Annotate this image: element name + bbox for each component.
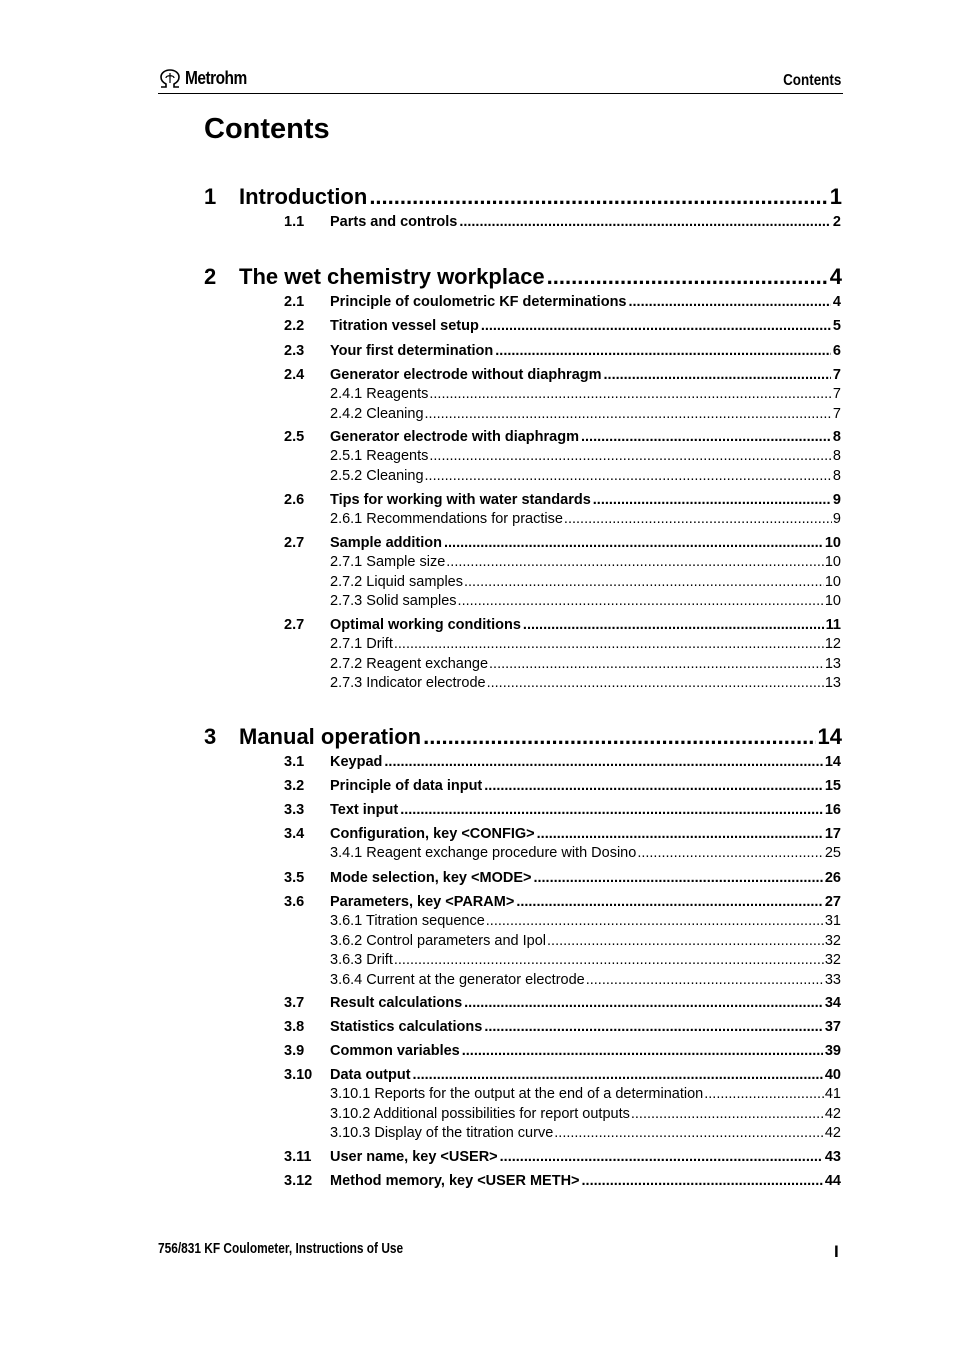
dot-leader	[489, 656, 824, 672]
subsection-page-number: 42	[824, 1125, 841, 1141]
subsection-page-number: 9	[832, 511, 841, 527]
section-page-number: 14	[824, 754, 841, 770]
section-number: 3.8	[284, 1019, 305, 1035]
toc-section-entry[interactable]	[284, 535, 841, 553]
section-number: 2.5	[284, 429, 305, 445]
section-page-number: 39	[824, 1043, 841, 1059]
toc-section-entry[interactable]	[284, 802, 841, 820]
toc-section-entry[interactable]	[284, 995, 841, 1013]
dot-leader	[425, 406, 832, 422]
dot-leader	[554, 1125, 824, 1141]
subsection-page-number: 25	[824, 845, 841, 861]
dot-leader	[586, 972, 824, 988]
dot-leader	[486, 913, 824, 929]
subsection-page-number: 33	[824, 971, 841, 988]
toc-subsection-entry[interactable]	[330, 554, 841, 571]
section-page-number: 15	[824, 778, 841, 794]
subsection-page-number: 13	[824, 655, 841, 672]
subsection-title: 2.7.1 Sample size	[330, 554, 446, 570]
toc-subsection-entry[interactable]	[330, 845, 841, 862]
subsection-title: 3.6.2 Control parameters and Ipol	[330, 932, 547, 949]
toc-section-entry[interactable]	[284, 894, 841, 912]
toc-subsection-entry[interactable]	[330, 933, 841, 950]
subsection-title: 2.6.1 Recommendations for practise	[330, 511, 563, 527]
subsection-title: 2.4.1 Reagents	[330, 386, 429, 402]
section-page-number: 34	[824, 995, 841, 1011]
dot-leader	[500, 1149, 823, 1165]
section-page-number: 6	[832, 343, 841, 359]
subsection-page-number: 7	[832, 386, 841, 402]
section-title: Your first determination	[330, 343, 494, 359]
subsection-title: 2.7.3 Indicator electrode	[330, 675, 486, 691]
dot-leader	[629, 294, 831, 310]
toc-chapter-entry[interactable]	[204, 264, 842, 290]
toc-subsection-entry[interactable]	[330, 675, 841, 692]
dot-leader	[429, 448, 832, 464]
toc-subsection-entry[interactable]	[330, 593, 841, 610]
section-page-number: 43	[824, 1149, 841, 1165]
footer-page-number: I	[834, 1242, 839, 1261]
dot-leader	[516, 894, 823, 910]
dot-leader	[564, 511, 832, 527]
section-title: User name, key <USER>	[330, 1149, 498, 1165]
dot-leader	[582, 1173, 823, 1189]
dot-leader	[413, 1067, 823, 1083]
subsection-title: 3.10.2 Additional possibilities for report outputs	[330, 1105, 630, 1122]
dot-leader	[429, 386, 832, 402]
section-title: Common variables	[330, 1043, 460, 1059]
toc-section-entry[interactable]	[284, 1043, 841, 1061]
section-number: 2.7	[284, 617, 305, 633]
toc-section-entry[interactable]	[284, 492, 841, 510]
dot-leader	[581, 429, 831, 445]
section-page-number: 11	[825, 617, 841, 633]
dot-leader	[400, 802, 823, 818]
dot-leader	[523, 617, 824, 633]
section-number: 3.12	[284, 1173, 313, 1189]
section-title: Optimal working conditions	[330, 617, 521, 633]
brand-logo	[158, 68, 257, 89]
toc-chapter-entry[interactable]	[204, 184, 842, 210]
section-title: Text input	[330, 802, 399, 818]
dot-leader	[369, 184, 827, 210]
dot-leader	[604, 367, 831, 383]
subsection-title: 3.6.4 Current at the generator electrode	[330, 971, 585, 988]
section-page-number: 5	[832, 318, 841, 334]
section-page-number: 44	[824, 1173, 841, 1189]
section-page-number: 37	[824, 1019, 841, 1035]
toc-subsection-entry[interactable]	[330, 1125, 841, 1142]
section-page-number: 10	[824, 535, 841, 551]
section-number: 1.1	[284, 214, 305, 230]
dot-leader	[547, 264, 828, 290]
chapter-title: Introduction	[239, 184, 368, 209]
dot-leader	[464, 574, 824, 590]
section-number: 2.3	[284, 343, 305, 359]
section-number: 3.10	[284, 1067, 313, 1083]
subsection-title: 2.7.3 Solid samples	[330, 593, 457, 609]
section-title: Data output	[330, 1067, 411, 1083]
section-title: Generator electrode with diaphragm	[330, 429, 579, 445]
chapter-number: 1	[204, 184, 217, 209]
section-page-number: 8	[832, 429, 841, 445]
section-title: Keypad	[330, 754, 383, 770]
subsection-page-number: 10	[824, 554, 841, 570]
toc-subsection-entry[interactable]	[330, 574, 841, 591]
toc-section-entry[interactable]	[284, 318, 841, 336]
subsection-page-number: 31	[824, 913, 841, 929]
section-title: Principle of coulometric KF determinations	[330, 294, 627, 310]
subsection-title: 3.10.1 Reports for the output at the end of a determination	[330, 1086, 704, 1102]
section-number: 3.11	[284, 1149, 312, 1165]
section-number: 3.1	[284, 754, 305, 770]
chapter-title: The wet chemistry workplace	[239, 264, 545, 289]
subsection-page-number: 32	[824, 932, 841, 949]
toc-section-entry[interactable]	[284, 870, 841, 888]
subsection-page-number: 13	[824, 675, 841, 691]
section-page-number: 17	[824, 826, 841, 842]
chapter-title: Manual operation	[239, 724, 422, 749]
toc-section-entry[interactable]	[284, 429, 841, 447]
section-page-number: 9	[832, 492, 841, 508]
toc-subsection-entry[interactable]	[330, 1086, 841, 1103]
dot-leader	[533, 870, 822, 886]
toc-section-entry[interactable]	[284, 1019, 841, 1037]
dot-leader	[458, 593, 824, 609]
section-number: 3.9	[284, 1043, 305, 1059]
dot-leader	[484, 778, 823, 794]
dot-leader	[487, 675, 824, 691]
section-number: 3.7	[284, 995, 305, 1011]
section-number: 3.3	[284, 802, 305, 818]
subsection-title: 2.7.2 Reagent exchange	[330, 655, 489, 672]
dot-leader	[444, 535, 823, 551]
dot-leader	[704, 1086, 824, 1102]
toc-section-entry[interactable]	[284, 617, 841, 635]
subsection-page-number: 10	[824, 573, 841, 590]
section-title: Sample addition	[330, 535, 442, 551]
toc-section-entry[interactable]	[284, 214, 841, 232]
section-title: Tips for working with water standards	[330, 492, 591, 508]
toc-section-entry[interactable]	[284, 1173, 841, 1191]
subsection-page-number: 10	[824, 593, 841, 609]
dot-leader	[425, 468, 832, 484]
section-number: 2.6	[284, 492, 305, 508]
toc-chapter-entry[interactable]	[204, 724, 842, 750]
section-title: Result calculations	[330, 995, 463, 1011]
section-page-number: 40	[824, 1067, 841, 1083]
section-title: Principle of data input	[330, 778, 483, 794]
section-page-number: 26	[824, 870, 841, 886]
chapter-number: 2	[204, 264, 217, 289]
subsection-page-number: 7	[832, 405, 841, 422]
dot-leader	[394, 952, 824, 968]
dot-leader	[547, 933, 824, 949]
dot-leader	[459, 214, 831, 230]
dot-leader	[384, 754, 822, 770]
header-section-title: Contents	[782, 72, 841, 89]
dot-leader	[484, 1019, 823, 1035]
section-title: Parameters, key <PARAM>	[330, 894, 515, 910]
toc-subsection-entry[interactable]	[330, 656, 841, 673]
toc-subsection-entry[interactable]	[330, 386, 841, 403]
section-number: 3.5	[284, 870, 305, 886]
subsection-title: 3.4.1 Reagent exchange procedure with Dosino	[330, 845, 637, 861]
toc-section-entry[interactable]	[284, 367, 841, 385]
dot-leader	[495, 343, 831, 359]
dot-leader	[631, 1106, 824, 1122]
section-page-number: 27	[824, 894, 841, 910]
subsection-title: 2.4.2 Cleaning	[330, 405, 424, 422]
toc-section-entry[interactable]	[284, 754, 841, 772]
section-title: Mode selection, key <MODE>	[330, 870, 532, 886]
toc-section-entry[interactable]	[284, 294, 841, 312]
chapter-page-number: 1	[829, 184, 842, 209]
section-number: 2.1	[284, 294, 305, 310]
section-title: Method memory, key <USER METH>	[330, 1173, 580, 1189]
subsection-title: 2.7.1 Drift	[330, 636, 393, 652]
subsection-page-number: 8	[832, 467, 841, 484]
toc-section-entry[interactable]	[284, 1067, 841, 1085]
dot-leader	[462, 1043, 823, 1059]
toc-subsection-entry[interactable]	[330, 468, 841, 485]
section-title: Statistics calculations	[330, 1019, 483, 1035]
section-title: Generator electrode without diaphragm	[330, 367, 602, 383]
toc-subsection-entry[interactable]	[330, 913, 841, 930]
chapter-page-number: 4	[829, 264, 842, 289]
page-header	[158, 66, 843, 94]
subsection-title: 2.7.2 Liquid samples	[330, 573, 463, 590]
dot-leader	[423, 724, 815, 750]
subsection-page-number: 12	[824, 636, 841, 652]
toc-subsection-entry[interactable]	[330, 636, 841, 653]
dot-leader	[464, 995, 823, 1011]
dot-leader	[637, 845, 824, 861]
toc-subsection-entry[interactable]	[330, 1106, 841, 1123]
subsection-title: 3.6.3 Drift	[330, 952, 393, 968]
dot-leader	[446, 554, 824, 570]
toc-section-entry[interactable]	[284, 826, 841, 844]
subsection-title: 2.5.1 Reagents	[330, 448, 429, 464]
section-number: 3.6	[284, 894, 305, 910]
section-page-number: 2	[832, 214, 841, 230]
page-title: Contents	[204, 113, 330, 145]
subsection-page-number: 41	[824, 1086, 841, 1102]
subsection-page-number: 8	[832, 448, 841, 464]
dot-leader	[394, 636, 824, 652]
toc-subsection-entry[interactable]	[330, 952, 841, 969]
toc-section-entry[interactable]	[284, 1149, 841, 1167]
brand-name: Metrohm	[185, 68, 247, 88]
chapter-page-number: 14	[817, 724, 842, 749]
metrohm-omega-icon	[158, 69, 182, 89]
toc-subsection-entry[interactable]	[330, 972, 841, 989]
footer-document-title: 756/831 KF Coulometer, Instructions of Use	[158, 1241, 404, 1257]
toc-section-entry[interactable]	[284, 778, 841, 796]
dot-leader	[537, 826, 823, 842]
subsection-page-number: 42	[824, 1105, 841, 1122]
section-number: 2.4	[284, 367, 305, 383]
section-page-number: 16	[824, 802, 841, 818]
section-title: Configuration, key <CONFIG>	[330, 826, 535, 842]
section-number: 2.7	[284, 535, 305, 551]
subsection-title: 2.5.2 Cleaning	[330, 467, 424, 484]
subsection-title: 3.10.3 Display of the titration curve	[330, 1125, 554, 1141]
section-number: 2.2	[284, 318, 305, 334]
section-title: Parts and controls	[330, 214, 458, 230]
section-number: 3.4	[284, 826, 305, 842]
subsection-title: 3.6.1 Titration sequence	[330, 913, 485, 929]
section-page-number: 4	[832, 294, 841, 310]
section-title: Titration vessel setup	[330, 318, 479, 334]
chapter-number: 3	[204, 724, 217, 749]
dot-leader	[481, 318, 831, 334]
section-number: 3.2	[284, 778, 305, 794]
header-rule	[158, 93, 843, 94]
toc-section-entry[interactable]	[284, 343, 841, 361]
section-page-number: 7	[832, 367, 841, 383]
subsection-page-number: 32	[824, 952, 841, 968]
toc-subsection-entry[interactable]	[330, 511, 841, 528]
dot-leader	[593, 492, 831, 508]
toc-subsection-entry[interactable]	[330, 406, 841, 423]
toc-subsection-entry[interactable]	[330, 448, 841, 465]
